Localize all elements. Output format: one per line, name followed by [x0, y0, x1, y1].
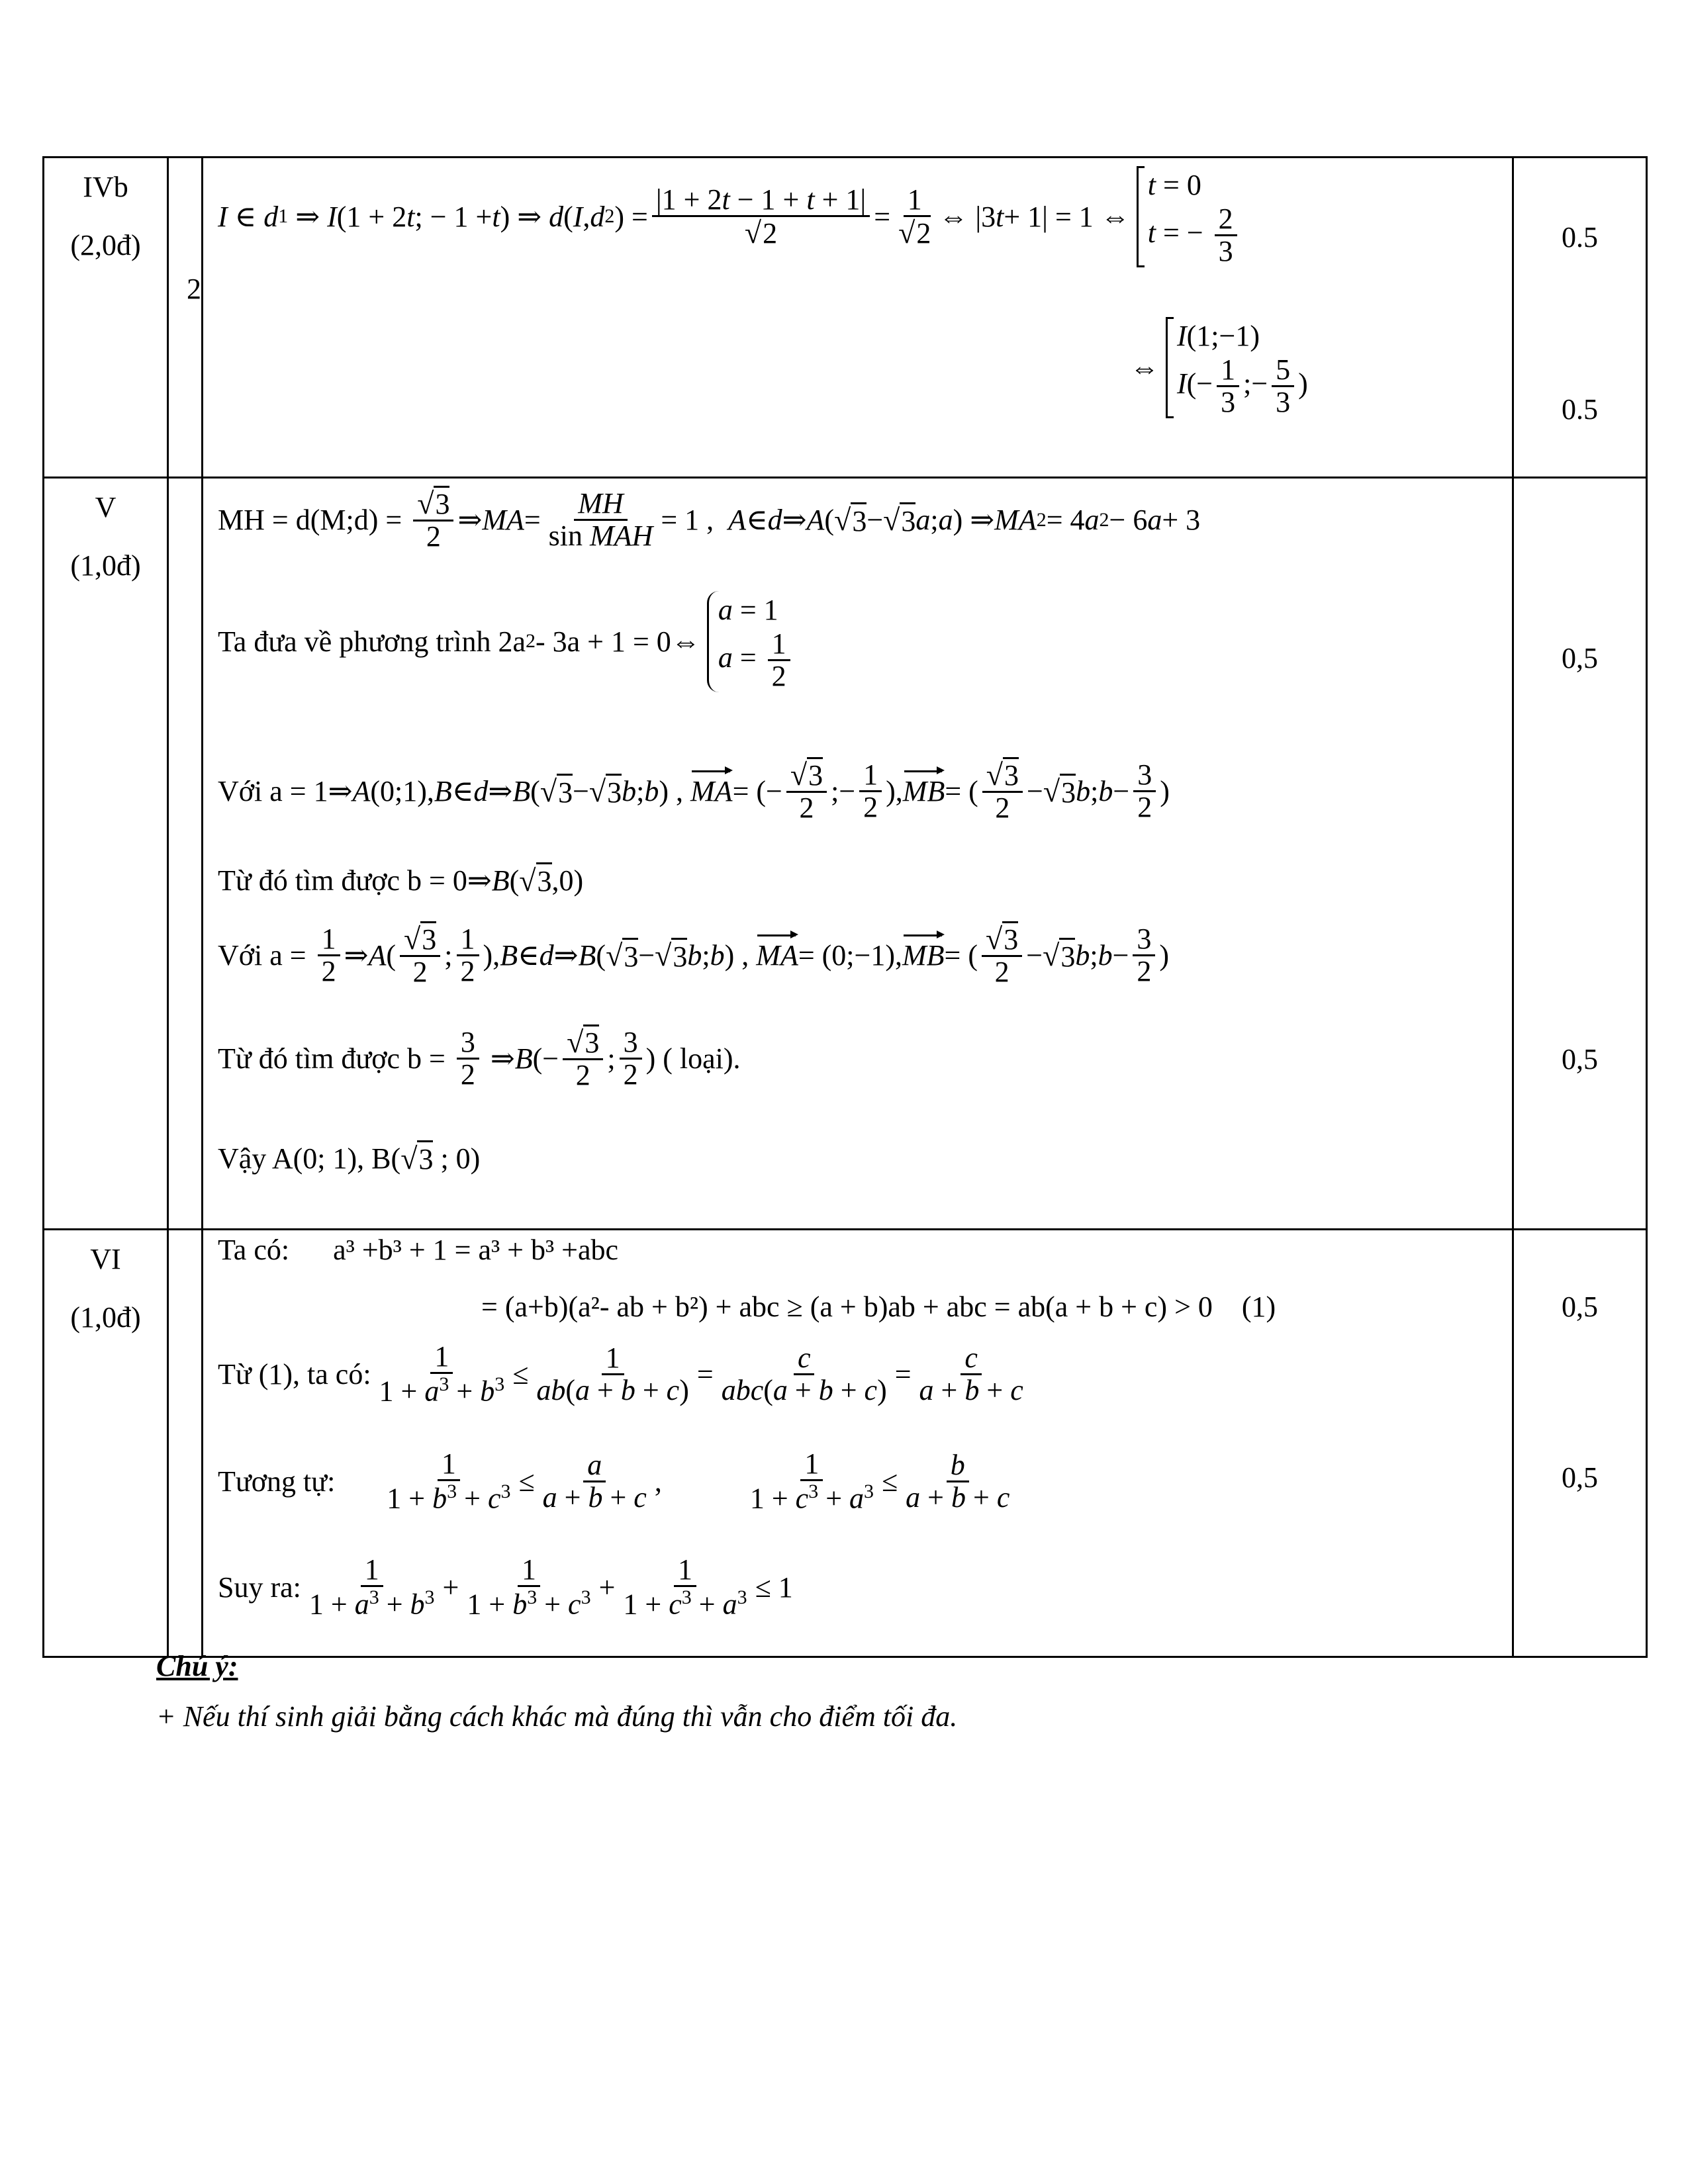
score-cell — [1513, 1230, 1647, 1657]
section-points: (1,0đ) — [70, 549, 141, 582]
subpart-cell — [168, 1230, 203, 1657]
section-points: (1,0đ) — [70, 1301, 141, 1334]
v-result2-text: Từ đó tìm được b = — [218, 1042, 445, 1075]
ivb-equation-2: ⇔ I(1;−1) I(− $\frac{1}{3}$ ;− $\frac{5}{3}$ ) — [1130, 317, 1308, 418]
vi-eq2-tag: (1) — [1241, 1291, 1276, 1323]
v-pt-text-2: - 3a + 1 = 0 — [536, 625, 671, 658]
score-value: 0.5 — [1562, 393, 1598, 426]
ivb-equation-1: I ∈ d 1 ⇒ I (1 + 2 t ; − 1 + t ) ⇒ d ( I , d 2 ) = $\frac{|1 + 2t - 1 + t + 1|}{√2}$ = $\frac{1}{√2}$ ⇔ |3 t + 1| = 1 ⇔ t = 0 t = − $\frac{2}{3}$ — [218, 166, 1241, 267]
v-line-result2: Từ đó tìm được b = $\frac{3}{2}$ ⇒ B (− $\frac{√3}{2}$ ; $\frac{3}{2}$ ) ( loại). — [218, 1025, 741, 1092]
subpart-number: 2 — [187, 273, 201, 305]
section-label: IVb — [83, 171, 128, 203]
subpart-cell — [168, 158, 203, 478]
score-value: 0,5 — [1562, 1043, 1598, 1075]
vi-eq1: a³ +b³ + 1 = a³ + b³ +abc — [333, 1234, 619, 1266]
vi-line-5: Suy ra: $\frac{1}{1 + a^3 + b^3}$ + $\frac{1}{1 + b^3 + c^3}$ + $\frac{1}{1 + c^3 + a^3}$ ≤ 1 — [218, 1553, 793, 1621]
v-line-mh: MH = d(M;d) = $\frac{√3}{2}$ ⇒ MA = $\frac{MH}{\text{sin MAH}}$ = 1 , A ∈ d ⇒ A ( √ 3 − √ 3 a ; a ) ⇒ MA 2 = 4 a 2 − 6 a + 3 — [218, 486, 1201, 553]
v-result1-text: Từ đó tìm được b = 0 — [218, 864, 467, 897]
vi-line-2 — [481, 1290, 1276, 1324]
section-label-cell — [44, 478, 168, 1230]
answer-table — [42, 156, 1648, 1658]
score-cell — [1513, 478, 1647, 1230]
note-title: Chú ý: — [156, 1650, 238, 1682]
vi-line-3: Từ (1), ta có: $\frac{1}{1 + a^3 + b^3}$ ≤ $\frac{1}{ab(a + b + c)}$ = $\frac{c}{\text{abc(a + b + c)}}$ = $\frac{c}{a + b + c}$ — [218, 1340, 1023, 1408]
v-line-pt: Ta đưa về phương trình 2a 2 - 3a + 1 = 0 ⇔ a = 1 a = $\frac{1}{2}$ — [218, 591, 794, 692]
section-ivb-content — [203, 158, 1513, 478]
section-ivb-row — [44, 158, 1647, 478]
vi-tu1-text: Từ (1), ta có: — [218, 1358, 371, 1391]
v-mh-text: MH = d(M;d) = — [218, 504, 402, 537]
section-label: VI — [90, 1243, 121, 1275]
score-value: 0,5 — [1562, 642, 1598, 674]
section-label: V — [95, 491, 117, 523]
section-points: (2,0đ) — [70, 229, 141, 261]
v-conclusion-text: Vậy A(0; 1), B( — [218, 1142, 401, 1175]
v-line-case2: Với a = $\frac{1}{2}$ ⇒ A ( $\frac{√3}{2}$ ; $\frac{1}{2}$ ), B ∈ d ⇒ B ( √ 3 − √ 3 b ; b ) , MA = (0;−1), MB = ( $\frac{√3}{2}$ − √ 3 b ; b − $\frac{3}{2}$ ) — [218, 922, 1170, 989]
score-value: 0.5 — [1562, 221, 1598, 253]
vi-eq2: = (a+b)(a²- ab + b²) + abc ≥ (a + b)ab + abc = ab(a + b + c) > 0 — [481, 1291, 1213, 1323]
section-v-row — [44, 478, 1647, 1230]
v-line-result1: Từ đó tìm được b = 0 ⇒ B ( √ 3 ,0) — [218, 863, 584, 897]
vi-line-4: Tương tự: $\frac{1}{1 + b^3 + c^3}$ ≤ $\frac{a}{a + b + c}$ , $\frac{1}{1 + c^3 + a^3}$ ≤ $\frac{b}{a + b + c}$ — [218, 1447, 1010, 1515]
score-value: 0,5 — [1562, 1461, 1598, 1494]
v-case2-text: Với a = — [218, 939, 306, 972]
section-label-cell — [44, 1230, 168, 1657]
vi-tuongtu-text: Tương tự: — [218, 1465, 336, 1498]
section-vi-content — [203, 1230, 1513, 1657]
section-vi-row — [44, 1230, 1647, 1657]
vi-taco-text: Ta có: — [218, 1234, 290, 1266]
section-label-cell — [44, 158, 168, 478]
score-value: 0,5 — [1562, 1291, 1598, 1323]
v-case1-text: Với a = 1 — [218, 775, 328, 808]
v-line-case1: Với a = 1 ⇒ A (0;1), B ∈ d ⇒ B ( √ 3 − √ 3 b ; b ) , MA = (− $\frac{√3}{2}$ ;− $\frac{1}{2}$ ), MB = ( $\frac{√3}{2}$ − √ 3 b ; b − $\frac{3}{2}$ ) — [218, 758, 1170, 825]
v-loai-text: ( loại). — [663, 1042, 741, 1075]
v-conclusion-text-2: ; 0) — [440, 1142, 481, 1175]
subpart-cell — [168, 478, 203, 1230]
v-pt-text: Ta đưa về phương trình 2a — [218, 625, 526, 658]
vi-line-1 — [218, 1233, 618, 1267]
vi-suyra-text: Suy ra: — [218, 1571, 301, 1604]
section-v-content — [203, 478, 1513, 1230]
v-line-conclusion: Vậy A(0; 1), B( √ 3 ; 0) — [218, 1141, 481, 1175]
note-text: + Nếu thí sinh giải bằng cách khác mà đúng thì vẫn cho điểm tối đa. — [156, 1700, 958, 1733]
score-cell — [1513, 158, 1647, 478]
